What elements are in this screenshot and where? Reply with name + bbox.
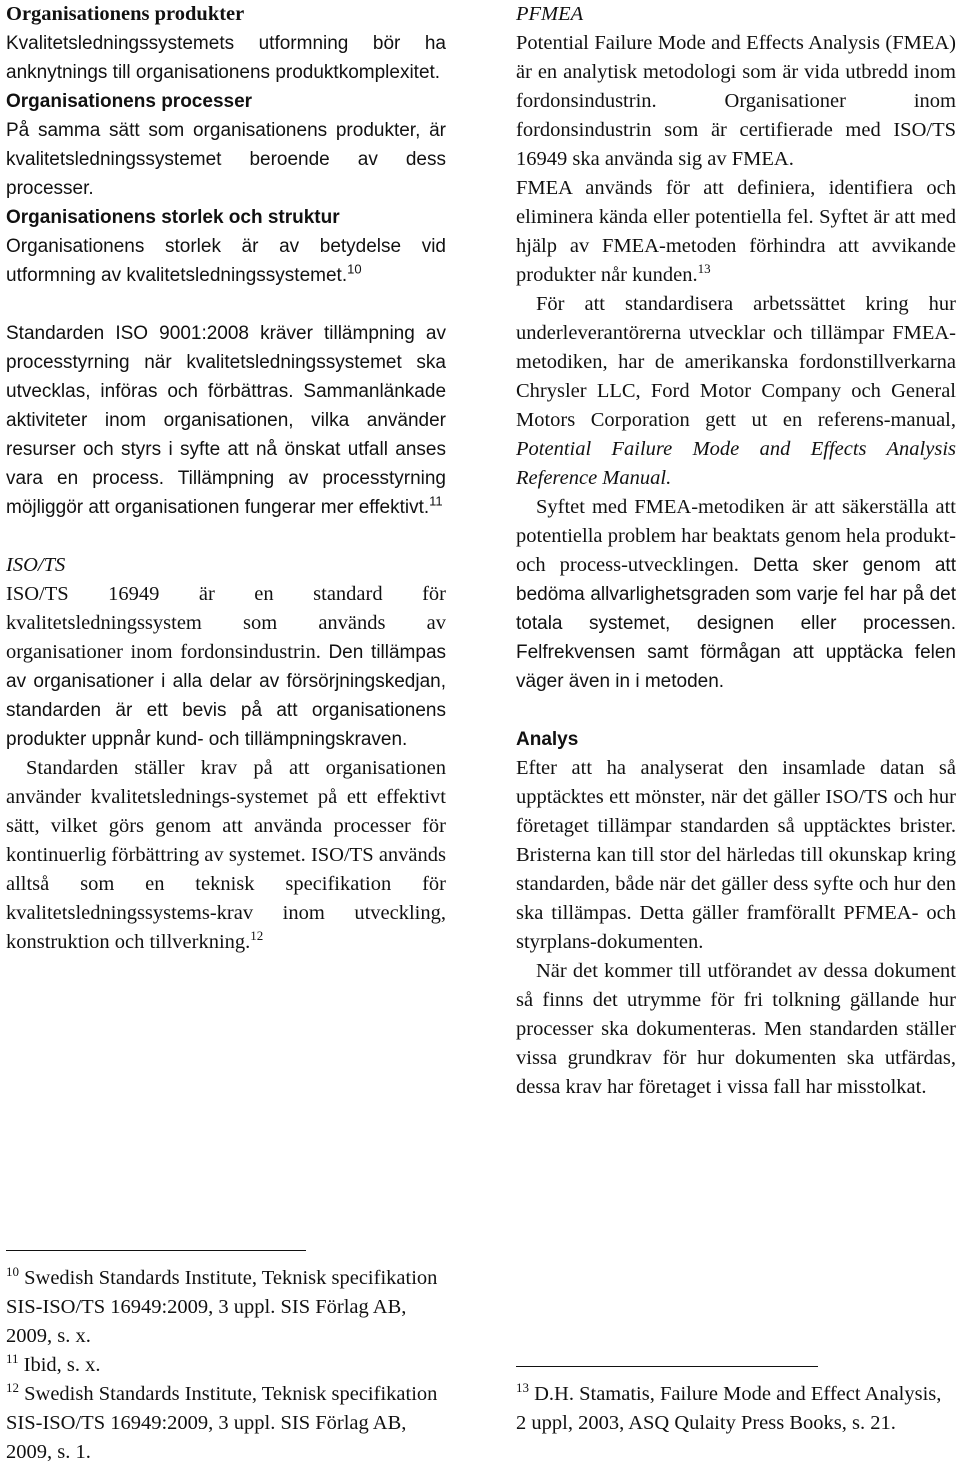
footnote-text: Swedish Standards Institute, Teknisk specifikation SIS-ISO/TS 16949:2009, 3 uppl. SIS Förlag AB, 2009, s. 1. [6, 1383, 438, 1463]
footnote-divider-right [516, 1366, 818, 1367]
paragraph-syftet-b: Detta sker genom att bedöma allvarlighetsgraden som varje fel har på det totala systemet, designen eller processen. Felfrekvensen samt förmågan att upptäcka felen väger även in i metoden. [516, 555, 956, 692]
paragraph-syftet-a: Syftet med FMEA-metodiken är att säkerställa att potentiella problem har beaktats genom hela produkt- och process-utvecklingen. [516, 496, 956, 576]
footnote-13 [516, 1380, 956, 1438]
footnote-num: 10 [6, 1264, 19, 1280]
heading-processer: Organisationens processer [6, 91, 253, 112]
paragraph-isots [6, 580, 446, 754]
footnote-11 [6, 1351, 446, 1380]
paragraph-syftet [516, 493, 956, 696]
footnote-text: Ibid, s. x. [23, 1354, 101, 1376]
footnote-num: 12 [6, 1380, 19, 1396]
paragraph-processer: På samma sätt som organisationens produkter, är kvalitetsledningssystemet beroende av dess processer. [6, 120, 446, 199]
heading-storlek: Organisationens storlek och struktur [6, 207, 340, 228]
heading-pfmea: PFMEA [516, 3, 584, 25]
footnote-ref-11: 11 [429, 493, 443, 509]
paragraph-standarden [6, 754, 446, 957]
footnote-ref-13: 13 [697, 261, 711, 277]
footnotes-left [6, 1264, 446, 1467]
paragraph-storlek-text: Organisationens storlek är av betydelse vid utformning av kvalitetsledningssystemet. [6, 236, 446, 286]
footnote-ref-10: 10 [347, 261, 362, 277]
heading-analys: Analys [516, 729, 579, 750]
paragraph-standardisera [516, 290, 956, 493]
paragraph-fmea-purpose-text: FMEA används för att definiera, identifiera och eliminera kända eller potentiella fel. Syftet är att med hjälp av FMEA-metoden förhindra att avvikande produkter når kunden. [516, 177, 956, 286]
footnote-num: 11 [6, 1351, 19, 1367]
paragraph-fmea-purpose [516, 174, 956, 290]
footnote-num: 13 [516, 1380, 529, 1396]
footnote-text: Swedish Standards Institute, Teknisk specifikation SIS-ISO/TS 16949:2009, 3 uppl. SIS Förlag AB, 2009, s. x. [6, 1267, 438, 1347]
paragraph-pfmea: Potential Failure Mode and Effects Analysis (FMEA) är en analytisk metodologi som är vida utbredd inom fordonsindustrin. Organisationer inom fordonsindustrin som är certifierade med ISO/TS 16949 ska använda sig av FMEA. [516, 32, 956, 170]
footnote-12 [6, 1380, 446, 1467]
footnote-divider-left [6, 1250, 306, 1251]
footnote-ref-12: 12 [250, 928, 264, 944]
paragraph-utforandet: När det kommer till utförandet av dessa dokument så finns det utrymme för fri tolkning gällande hur processer ska dokumenteras. Men standarden ställer vissa grundkrav för hur dokumenten ska utfärdas, dessa krav har företaget i vissa fall har misstolkat. [516, 960, 956, 1098]
paragraph-iso9001-a: Standarden ISO 9001:2008 kräver tillämpning av processtyrning när kvalitetsledningssystemet ska utvecklas, införas och förbättras. [6, 323, 446, 402]
paragraph-standarden-text: Standarden ställer krav på att organisationen använder kvalitetslednings-systemet på ett effektivt sätt, vilket görs genom att använda processer för kontinuerlig förbättring av systemet. ISO/TS används alltså som en teknisk specifikation för kvalitetsledningssystems-krav inom utveckling, konstruktion och tillverkning. [6, 757, 446, 953]
paragraph-storlek [6, 232, 446, 290]
right-column [516, 0, 956, 1102]
paragraph-analys: Efter att ha analyserat den insamlade datan så upptäcktes ett mönster, när det gäller ISO/TS och hur företaget tillämpar standarden så upptäcktes brister. Bristerna kan till stor del härledas till okunskap kring standarden, både när det gäller dess syfte och hur den ska tillämpas. Detta gäller framförallt PFMEA- och styrplans-dokumenten. [516, 757, 956, 953]
left-column [6, 0, 446, 957]
paragraph-standardisera-text: För att standardisera arbetssättet kring hur underleverantörerna utvecklar och tillämpar FMEA-metodiken, har de amerikanska fordonstillverkarna Chrysler LLC, Ford Motor Company och General Motors Corporation gett ut en referens-manual, [516, 293, 956, 431]
reference-manual-title: Potential Failure Mode and Effects Analysis Reference Manual. [516, 438, 956, 489]
paragraph-iso9001-b: Sammanlänkade aktiviteter inom organisationen, vilka använder resurser och styrs i syfte att nå önskat utfall anses vara en process. Tillämpning av processtyrning möjliggör att organisationen fungerar mer effektivt. [6, 381, 447, 518]
paragraph-iso9001 [6, 319, 446, 522]
footnotes-right [516, 1380, 956, 1438]
paragraph-isots-b: Den tillämpas av organisationer i alla delar av försörjningskedjan, standarden är ett bevis på att organisationens produkter uppnår kund- och tillämpningskraven. [6, 642, 447, 750]
paragraph-isots-a: ISO/TS 16949 är en standard för kvalitetsledningssystem som används av organisationer inom fordonsindustrin. [6, 583, 446, 663]
heading-produkter: Organisationens produkter [6, 3, 245, 25]
footnote-10 [6, 1264, 446, 1351]
paragraph-produkter: Kvalitetsledningssystemets utformning bör ha anknytnings till organisationens produktkomplexitet. [6, 33, 446, 83]
heading-isots: ISO/TS [6, 554, 66, 576]
footnote-text: D.H. Stamatis, Failure Mode and Effect Analysis, 2 uppl, 2003, ASQ Qulaity Press Books, s. 21. [516, 1383, 942, 1434]
